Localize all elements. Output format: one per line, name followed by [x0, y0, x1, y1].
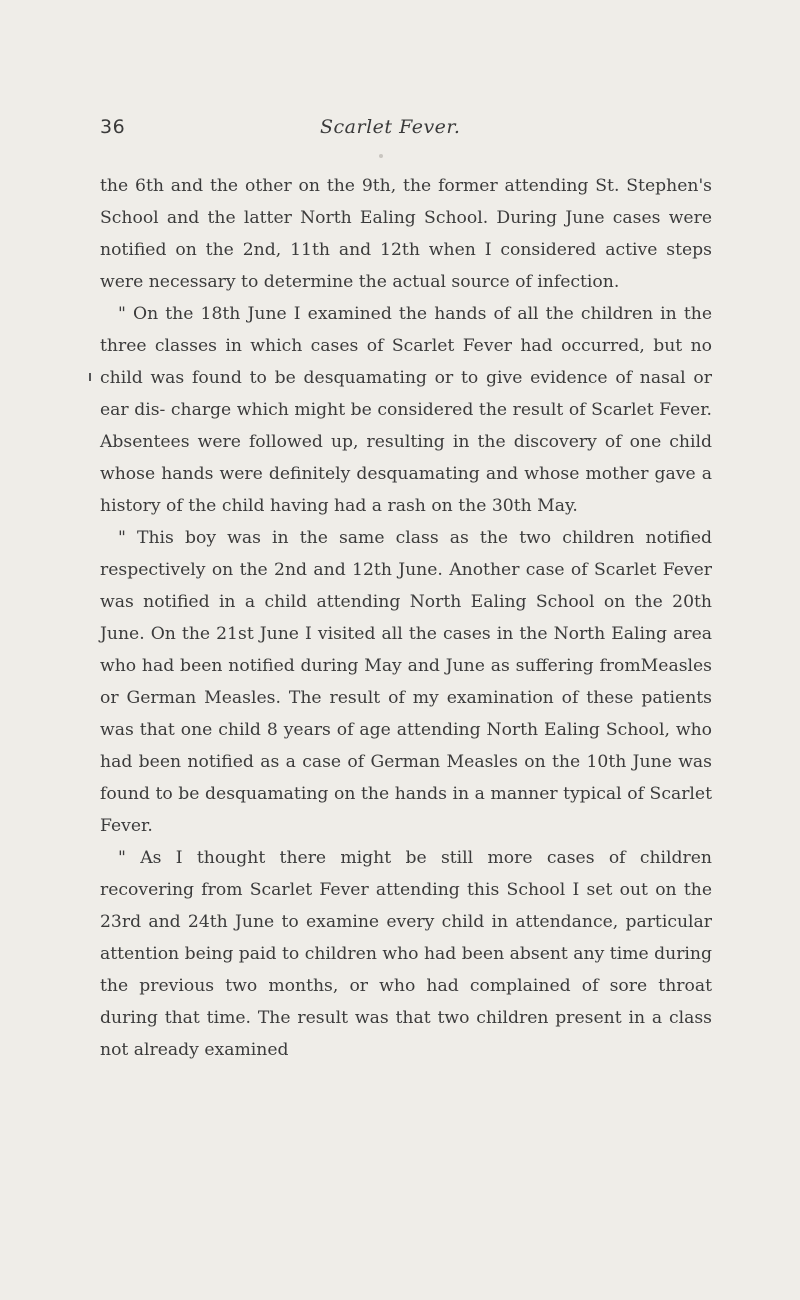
print-speck	[379, 154, 383, 158]
paragraph-2: " On the 18th June I examined the hands of all the children in the three classes in which cases of Scarlet Fever had occurred, but no child was found to be desquamating or to give evidence of nasal or ear dis- charge which might be considered the result of Scarlet Fever. Absentees were followed up, resulting in the discovery of one child whose hands were definitely desquamating and whose mother gave a history of the child having had a rash on the 30th May.	[100, 304, 712, 516]
paragraph-4: " As I thought there might be still more cases of children recovering from Scarlet Fever attending this School I set out on the 23rd and 24th June to examine every child in attendance, particular attention being paid to children who had been absent any time during the previous two months, or who had complained of sore throat during that time. The result was that two children present in a class not already examined	[100, 848, 712, 1060]
page-number: 36	[100, 116, 126, 138]
paragraph-1: the 6th and the other on the 9th, the former attending St. Stephen's School and the latter North Ealing School. During June cases were notified on the 2nd, 11th and 12th when I considered active steps were necessary to determine the actual source of infection.	[100, 176, 712, 292]
body-text	[100, 170, 712, 1066]
margin-mark	[89, 373, 91, 381]
running-title: Scarlet Fever.	[320, 116, 461, 138]
page-header	[100, 116, 710, 146]
paragraph-3: " This boy was in the same class as the two children notified respectively on the 2nd and 12th June. Another case of Scarlet Fever was notified in a child attending North Ealing School on the 20th June. On the 21st June I visited all the cases in the North Ealing area who had been notified during May and June as suffering fromMeasles or German Measles. The result of my examination of these patients was that one child 8 years of age attending North Ealing School, who had been notified as a case of German Measles on the 10th June was found to be desquamating on the hands in a manner typical of Scarlet Fever.	[100, 528, 712, 836]
